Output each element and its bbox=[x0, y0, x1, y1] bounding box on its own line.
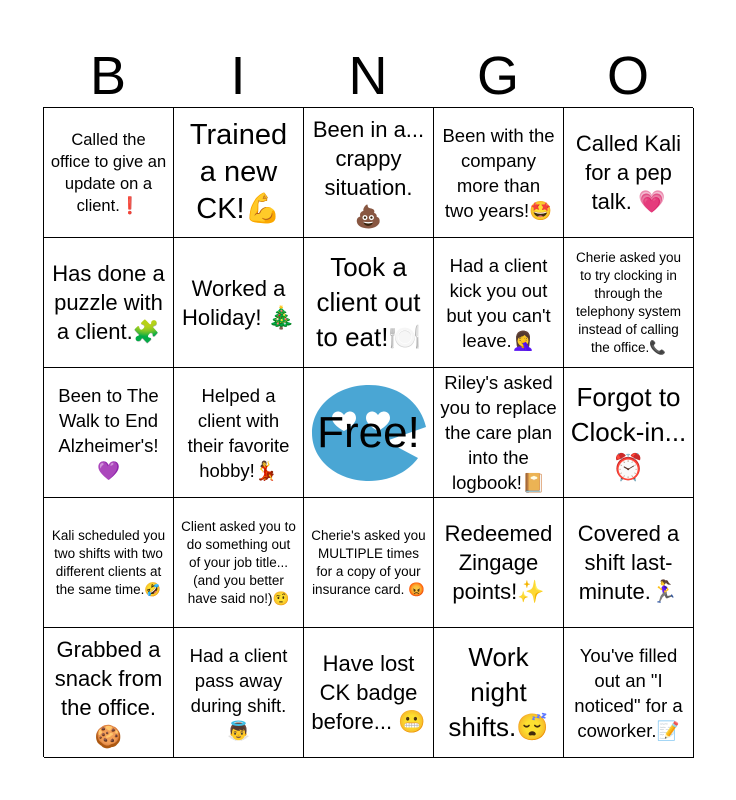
header-letter-b: B bbox=[89, 46, 127, 106]
bingo-cell[interactable] bbox=[304, 628, 434, 758]
cell-text: Been in a... crappy situation. 💩 bbox=[312, 116, 425, 229]
bingo-cell[interactable] bbox=[174, 238, 304, 368]
cell-text: Covered a shift last-minute.🏃‍♀️ bbox=[577, 521, 680, 604]
cell-text: Had a client kick you out but you can't leave.🤦‍♀️ bbox=[446, 254, 551, 351]
bingo-cell[interactable] bbox=[434, 108, 564, 238]
bingo-cell[interactable] bbox=[564, 628, 694, 758]
cell-text: Work night shifts.😴 bbox=[448, 642, 549, 742]
header-letter-g: G bbox=[476, 46, 519, 106]
bingo-cell[interactable] bbox=[564, 368, 694, 498]
bingo-cell[interactable] bbox=[174, 368, 304, 498]
bingo-header bbox=[43, 45, 693, 107]
bingo-cell[interactable] bbox=[44, 368, 174, 498]
cell-text: Client asked you to do something out of your job title...(and you better have said no!)🤨 bbox=[181, 518, 296, 606]
bingo-cell[interactable] bbox=[44, 498, 174, 628]
cell-text: Worked a Holiday! 🎄 bbox=[182, 275, 295, 330]
cell-text: Forgot to Clock-in...⏰ bbox=[570, 382, 687, 482]
bingo-cell[interactable] bbox=[174, 628, 304, 758]
cell-text: Kali scheduled you two shifts with two different clients at the same time.🤣 bbox=[51, 527, 166, 597]
bingo-cell[interactable] bbox=[304, 108, 434, 238]
bingo-cell[interactable] bbox=[564, 108, 694, 238]
bingo-cell[interactable] bbox=[44, 108, 174, 238]
cell-text: Took a client out to eat!🍽️ bbox=[316, 252, 421, 352]
cell-text: Called Kali for a pep talk. 💗 bbox=[575, 131, 682, 214]
bingo-cell[interactable] bbox=[304, 238, 434, 368]
cell-text: Have lost CK badge before... 😬 bbox=[311, 651, 426, 734]
header-letter-n: N bbox=[348, 46, 388, 106]
bingo-cell[interactable] bbox=[44, 628, 174, 758]
cell-text: You've filled out an "I noticed" for a coworker.📝 bbox=[574, 644, 683, 741]
cell-text: Riley's asked you to replace the care plan into the logbook!📔 bbox=[440, 372, 557, 493]
cell-text: Grabbed a snack from the office.🍪 bbox=[54, 636, 163, 749]
bingo-cell[interactable] bbox=[564, 498, 694, 628]
bingo-cell[interactable] bbox=[44, 238, 174, 368]
header-letter-o: O bbox=[606, 46, 649, 106]
bingo-card bbox=[43, 107, 693, 757]
cell-text: Been to The Walk to End Alzheimer's! 💜 bbox=[58, 384, 159, 481]
cell-text: Called the office to give an update on a client.❗ bbox=[50, 130, 167, 215]
cell-text: Trained a new CK!💪 bbox=[189, 119, 288, 225]
free-space-label: Free! bbox=[317, 407, 420, 457]
bingo-cell[interactable] bbox=[434, 238, 564, 368]
bingo-cell[interactable] bbox=[174, 498, 304, 628]
cell-text: Cherie's asked you MULTIPLE times for a copy of your insurance card. 😡 bbox=[311, 527, 426, 597]
bingo-cell[interactable] bbox=[434, 498, 564, 628]
free-space-cell[interactable] bbox=[304, 368, 434, 498]
bingo-cell[interactable] bbox=[564, 238, 694, 368]
bingo-cell[interactable] bbox=[434, 628, 564, 758]
bingo-cell[interactable] bbox=[174, 108, 304, 238]
cell-text: Has done a puzzle with a client.🧩 bbox=[52, 261, 165, 344]
bingo-cell[interactable] bbox=[304, 498, 434, 628]
cell-text: Had a client pass away during shift. 👼 bbox=[189, 644, 288, 741]
cell-text: Cherie asked you to try clocking in through the telephony system instead of calling the office.📞 bbox=[575, 249, 682, 355]
bingo-cell[interactable] bbox=[434, 368, 564, 498]
cell-text: Helped a client with their favorite hobby!💃 bbox=[187, 384, 290, 481]
cell-text: Been with the company more than two years!🤩 bbox=[442, 124, 555, 221]
header-letter-i: I bbox=[230, 46, 246, 106]
cell-text: Redeemed Zingage points!✨ bbox=[444, 521, 553, 604]
